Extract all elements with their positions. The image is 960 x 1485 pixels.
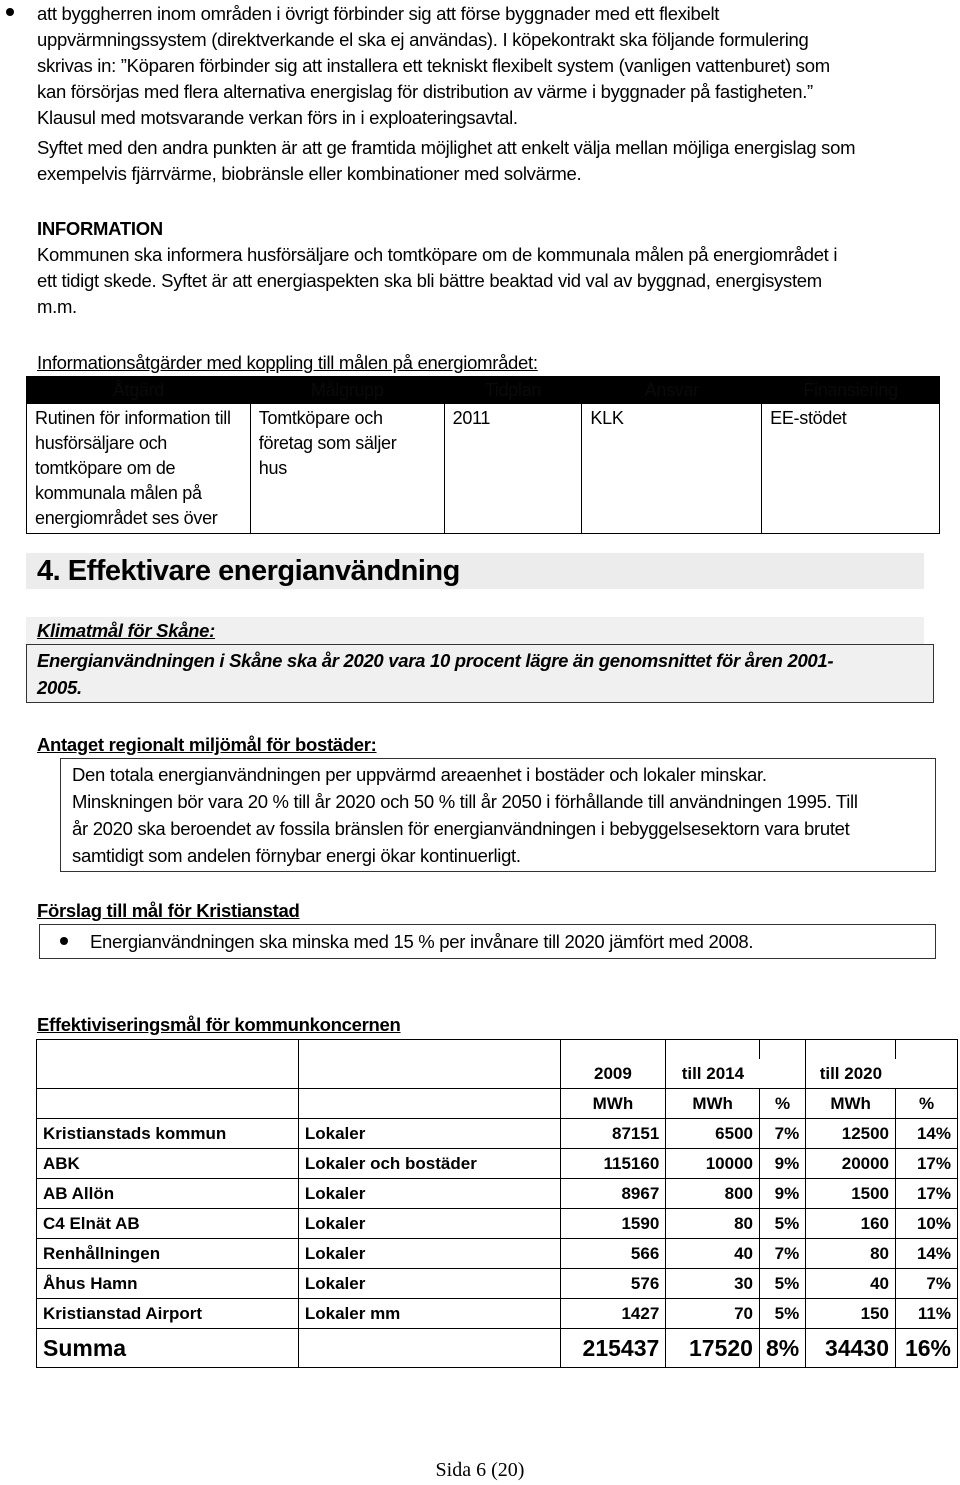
value-cell: 40: [666, 1239, 760, 1269]
value-cell: 150: [806, 1299, 896, 1329]
value-cell: 6500: [666, 1119, 760, 1149]
table-sum-row: [37, 1329, 958, 1368]
empty-cell: [759, 1040, 805, 1060]
unit-header: MWh: [560, 1089, 666, 1119]
column-header: Målgrupp: [250, 377, 444, 404]
bullet-icon: [6, 8, 14, 16]
text-line: skrivas in: ”Köparen förbinder sig att installera ett tekniskt flexibelt system (vanligen vattenburet) som: [37, 55, 830, 76]
type-cell: Lokaler: [298, 1119, 560, 1149]
value-cell: 115160: [560, 1149, 666, 1179]
info-actions-table: [26, 376, 940, 534]
table-row: [27, 404, 940, 534]
table-row: [37, 1149, 958, 1179]
org-cell: AB Allön: [37, 1179, 299, 1209]
text-line: Syftet med den andra punkten är att ge framtida möjlighet att enkelt välja mellan möjliga energislag som: [37, 137, 856, 158]
section-4-title: [26, 553, 924, 589]
value-cell: 10%: [896, 1209, 958, 1239]
type-cell: Lokaler: [298, 1239, 560, 1269]
value-cell: 9%: [759, 1149, 805, 1179]
column-header: Finansiering: [762, 377, 940, 404]
value-cell: 1427: [560, 1299, 666, 1329]
text-line: hus: [258, 458, 287, 478]
value-cell: 80: [666, 1209, 760, 1239]
text-line: exempelvis fjärrvärme, biobränsle eller kombinationer med solvärme.: [37, 163, 582, 184]
cell-ansvar: KLK: [582, 404, 762, 534]
value-cell: 7%: [759, 1119, 805, 1149]
text-line: Minskningen bör vara 20 % till år 2020 och 50 % till år 2050 i förhållande till användningen 1995. Till: [72, 791, 858, 812]
information-section: [37, 216, 937, 320]
text-line: Tomtköpare och: [258, 408, 383, 428]
unit-header: MWh: [666, 1089, 760, 1119]
empty-cell: [896, 1059, 958, 1089]
sum-value: 34430: [806, 1329, 896, 1368]
value-cell: 20000: [806, 1149, 896, 1179]
text-line: företag som säljer: [258, 433, 397, 453]
unit-header: MWh: [806, 1089, 896, 1119]
text-line: 2005.: [37, 677, 82, 698]
column-header: Tidplan: [444, 377, 582, 404]
forslag-heading: Förslag till mål för Kristianstad: [37, 900, 300, 921]
cell-tidplan: 2011: [444, 404, 582, 534]
value-cell: 160: [806, 1209, 896, 1239]
value-cell: 40: [806, 1269, 896, 1299]
column-header: till 2020: [806, 1059, 896, 1089]
text-line: uppvärmningssystem (direktverkande el ska ej användas). I köpekontrakt ska följande formulering: [37, 29, 809, 50]
text-line: Den totala energianvändningen per uppvärmd areaenhet i bostäder och lokaler minskar.: [72, 764, 767, 785]
table-row: [37, 1209, 958, 1239]
empty-cell: [666, 1040, 760, 1060]
text-line: samtidigt som andelen förnybar energi ökar kontinuerligt.: [72, 845, 521, 866]
text-line: Kommunen ska informera husförsäljare och tomtköpare om de kommunala målen på energiområdet i: [37, 244, 838, 265]
info-actions-heading: Informationsåtgärder med koppling till målen på energiområdet:: [37, 352, 538, 373]
value-cell: 70: [666, 1299, 760, 1329]
org-cell: Kristianstads kommun: [37, 1119, 299, 1149]
text-line: Rutinen för information till: [35, 408, 231, 428]
text-line: ett tidigt skede. Syftet är att energiaspekten ska bli bättre beaktad vid val av byggnad, energisystem: [37, 270, 822, 291]
value-cell: 14%: [896, 1239, 958, 1269]
bullet-icon: [60, 937, 68, 945]
cell-finansiering: EE-stödet: [762, 404, 940, 534]
unit-header: %: [896, 1089, 958, 1119]
table-header-row: [27, 377, 940, 404]
table-row: [37, 1239, 958, 1269]
forslag-bullet-text: Energianvändningen ska minska med 15 % per invånare till 2020 jämfört med 2008.: [90, 931, 754, 952]
empty-cell: [759, 1059, 805, 1089]
cell-malgrupp: [250, 404, 444, 534]
text-line: Klausul med motsvarande verkan förs in i exploateringsavtal.: [37, 107, 518, 128]
value-cell: 10000: [666, 1149, 760, 1179]
eff-table: [36, 1039, 958, 1368]
section-title-text: 4. Effektivare energianvändning: [37, 555, 460, 587]
org-cell: ABK: [37, 1149, 299, 1179]
information-heading: INFORMATION: [37, 218, 163, 239]
text-line: m.m.: [37, 296, 77, 317]
value-cell: 7%: [759, 1239, 805, 1269]
empty-cell: [298, 1089, 560, 1119]
empty-cell: [37, 1089, 299, 1119]
value-cell: 5%: [759, 1269, 805, 1299]
regional-text: [72, 761, 858, 869]
eff-heading: Effektiviseringsmål för kommunkoncernen: [37, 1014, 401, 1035]
empty-cell: [560, 1040, 666, 1060]
text-line: att byggherren inom områden i övrigt förbinder sig att förse byggnader med ett flexibelt: [37, 3, 720, 24]
value-cell: 14%: [896, 1119, 958, 1149]
purpose-paragraph: [37, 135, 937, 187]
empty-cell: [298, 1040, 560, 1060]
empty-cell: [806, 1040, 896, 1060]
column-header: Åtgärd: [27, 377, 251, 404]
text-line: kommunala målen på: [35, 483, 202, 503]
eff-table-body: [37, 1119, 958, 1329]
text-line: energiområdet ses över: [35, 508, 218, 528]
unit-header: %: [759, 1089, 805, 1119]
value-cell: 576: [560, 1269, 666, 1299]
table-header-row: [37, 1059, 958, 1089]
value-cell: 30: [666, 1269, 760, 1299]
value-cell: 1500: [806, 1179, 896, 1209]
value-cell: 5%: [759, 1209, 805, 1239]
sum-value: 17520: [666, 1329, 760, 1368]
sum-label: Summa: [37, 1329, 299, 1368]
sum-value: 215437: [560, 1329, 666, 1368]
type-cell: Lokaler: [298, 1179, 560, 1209]
column-header: 2009: [560, 1059, 666, 1089]
text-line: år 2020 ska beroendet av fossila bränslen för energianvändningen i bebyggelsesektorn vara brutet: [72, 818, 850, 839]
page-number: Sida 6 (20): [435, 1459, 525, 1481]
top-bullet-text: [37, 1, 937, 131]
table-row: [37, 1179, 958, 1209]
type-cell: Lokaler: [298, 1269, 560, 1299]
klimat-heading-bar: [26, 617, 924, 644]
type-cell: Lokaler och bostäder: [298, 1149, 560, 1179]
org-cell: Kristianstad Airport: [37, 1299, 299, 1329]
org-cell: Åhus Hamn: [37, 1269, 299, 1299]
regional-box: [60, 758, 936, 872]
value-cell: 17%: [896, 1149, 958, 1179]
value-cell: 12500: [806, 1119, 896, 1149]
regional-heading: Antaget regionalt miljömål för bostäder:: [37, 734, 377, 755]
column-header: till 2014: [666, 1059, 760, 1089]
column-header: Ansvar: [582, 377, 762, 404]
type-cell: Lokaler: [298, 1209, 560, 1239]
org-cell: C4 Elnät AB: [37, 1209, 299, 1239]
value-cell: 1590: [560, 1209, 666, 1239]
table-unit-row: [37, 1089, 958, 1119]
value-cell: 5%: [759, 1299, 805, 1329]
value-cell: 7%: [896, 1269, 958, 1299]
value-cell: 9%: [759, 1179, 805, 1209]
table-spacer-row: [37, 1040, 958, 1060]
table-row: [37, 1119, 958, 1149]
value-cell: 17%: [896, 1179, 958, 1209]
text-line: Energianvändningen i Skåne ska år 2020 vara 10 procent lägre än genomsnittet för åren 2001-: [37, 650, 834, 671]
empty-cell: [37, 1059, 299, 1089]
klimat-box: [26, 644, 934, 703]
empty-cell: [298, 1059, 560, 1089]
value-cell: 566: [560, 1239, 666, 1269]
value-cell: 87151: [560, 1119, 666, 1149]
org-cell: Renhållningen: [37, 1239, 299, 1269]
table-row: [37, 1299, 958, 1329]
value-cell: 11%: [896, 1299, 958, 1329]
value-cell: 800: [666, 1179, 760, 1209]
sum-value: 16%: [896, 1329, 958, 1368]
klimat-heading: Klimatmål för Skåne:: [37, 620, 216, 641]
text-line: husförsäljare och: [35, 433, 167, 453]
text-line: kan försörjas med flera alternativa energislag för distribution av värme i byggnader på fastigheten.”: [37, 81, 813, 102]
empty-cell: [37, 1040, 299, 1060]
cell-atgard: [27, 404, 251, 534]
value-cell: 8967: [560, 1179, 666, 1209]
text-line: tomtköpare om de: [35, 458, 176, 478]
empty-cell: [298, 1329, 560, 1368]
sum-value: 8%: [759, 1329, 805, 1368]
type-cell: Lokaler mm: [298, 1299, 560, 1329]
empty-cell: [896, 1040, 958, 1060]
table-row: [37, 1269, 958, 1299]
forslag-box: [39, 924, 936, 959]
value-cell: 80: [806, 1239, 896, 1269]
